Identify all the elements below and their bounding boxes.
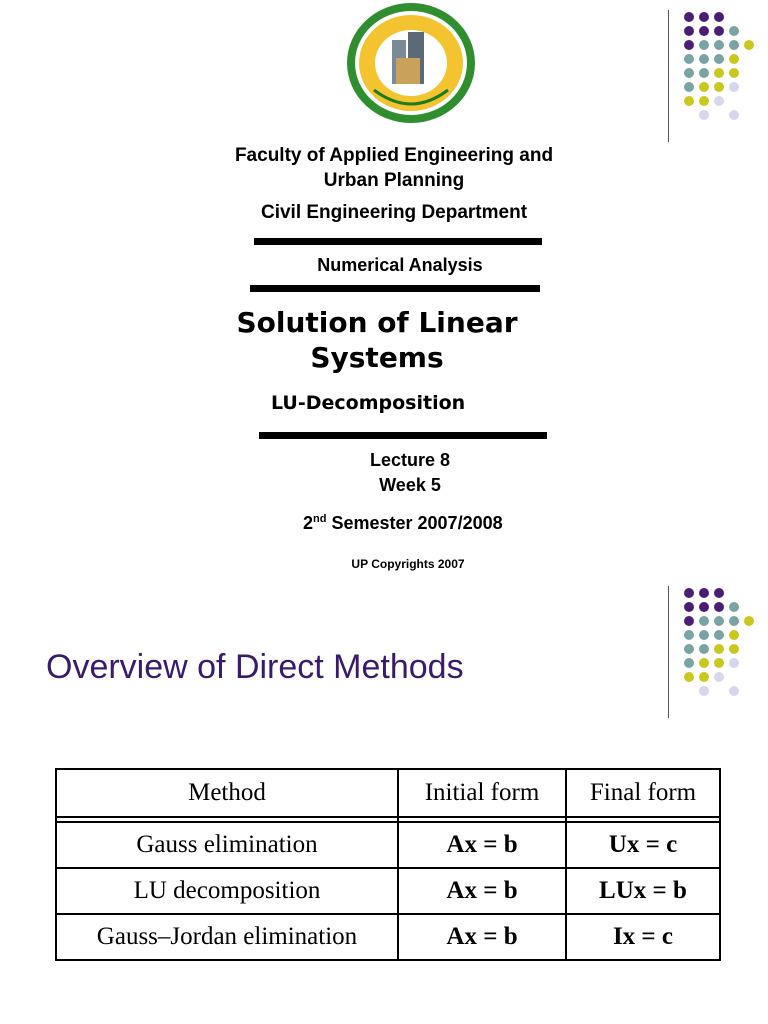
method-cell: Gauss–Jordan elimination [56, 914, 398, 960]
method-cell: LU decomposition [56, 868, 398, 914]
method-cell: Gauss elimination [56, 822, 398, 868]
table-row [56, 914, 720, 960]
lecture-title-line-1: Solution of Linear [236, 306, 518, 339]
course-name: Numerical Analysis [317, 255, 483, 275]
initial-form-cell: Ax = b [398, 914, 566, 960]
week-number: Week 5 [379, 475, 441, 495]
table-header-cell: Final form [566, 769, 720, 817]
decorative-dot-grid-top [668, 10, 768, 142]
lecture-subtitle: LU-Decomposition [271, 392, 466, 414]
table-row [56, 822, 720, 868]
semester-suffix: nd [313, 513, 327, 525]
semester-number: 2 [303, 513, 314, 533]
initial-form-cell: Ax = b [398, 822, 566, 868]
semester-label [303, 513, 503, 534]
semester-text: Semester 2007/2008 [326, 513, 503, 533]
decorative-dot-grid-bottom [668, 586, 768, 718]
table-header-cell: Initial form [398, 769, 566, 817]
final-form-cell: Ix = c [566, 914, 720, 960]
table-row [56, 868, 720, 914]
university-logo [344, 0, 478, 126]
table-header-row [56, 769, 720, 817]
lecture-number: Lecture 8 [369, 450, 451, 470]
divider-rule-1 [254, 238, 542, 245]
divider-rule-2 [250, 285, 540, 292]
faculty-line-1: Faculty of Applied Engineering and [234, 145, 554, 166]
final-form-cell: LUx = b [566, 868, 720, 914]
copyright-text: UP Copyrights 2007 [351, 557, 465, 571]
department-name: Civil Engineering Department [260, 202, 528, 223]
methods-table [55, 768, 721, 961]
slide-title: Overview of Direct Methods [46, 648, 464, 686]
lecture-title-line-2: Systems [310, 341, 444, 374]
table-header-cell: Method [56, 769, 398, 817]
initial-form-cell: Ax = b [398, 868, 566, 914]
final-form-cell: Ux = c [566, 822, 720, 868]
faculty-line-2: Urban Planning [323, 170, 465, 191]
divider-rule-3 [259, 432, 547, 439]
